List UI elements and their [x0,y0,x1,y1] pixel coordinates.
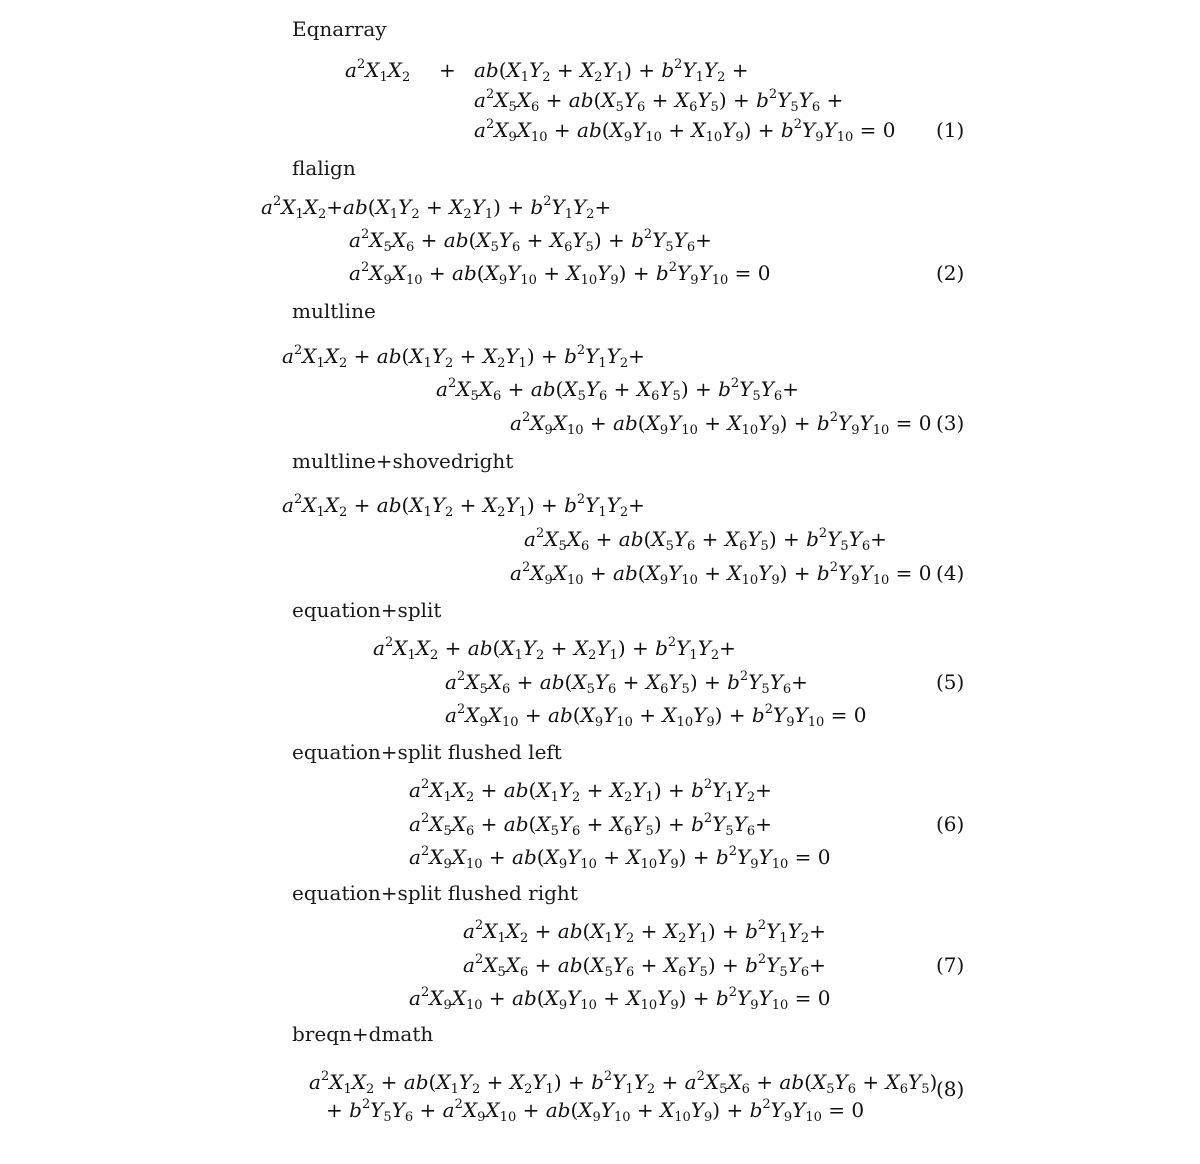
split-left-line-2: $a^2X_5X_6 + ab(X_5Y_6 + X_6Y_5) + b^2Y_5Y_6+$ [409,811,772,839]
section-label-equation-split-left: equation+split flushed left [292,740,562,764]
equation-number-2: (2) [936,261,965,285]
section-label-multline: multline [292,299,376,323]
flalign-line-1: $a^2X_1X_2+ab(X_1Y_2 + X_2Y_1) + b^2Y_1Y_2+$ [261,194,612,222]
split-line-1: $a^2X_1X_2 + ab(X_1Y_2 + X_2Y_1) + b^2Y_1Y_2+$ [373,635,736,663]
equation-number-8: (8) [936,1077,965,1101]
equation-number-3: (3) [936,411,965,435]
shovedright-line-1: $a^2X_1X_2 + ab(X_1Y_2 + X_2Y_1) + b^2Y_1Y_2+$ [282,492,645,520]
equation-number-4: (4) [936,561,965,585]
eqnarray-lhs: $a^2X_1X_2$ [345,57,411,85]
section-label-equation-split: equation+split [292,598,442,622]
equation-number-7: (7) [936,953,965,977]
split-left-line-1: $a^2X_1X_2 + ab(X_1Y_2 + X_2Y_1) + b^2Y_1Y_2+$ [409,777,772,805]
shovedright-line-3: $a^2X_9X_{10} + ab(X_9Y_{10} + X_{10}Y_9) + b^2Y_9Y_{10} = 0$ [510,560,932,588]
equation-number-1: (1) [936,118,965,142]
breqn-line-2: + $b^2Y_5Y_6 + a^2X_9X_{10} + ab(X_9Y_{10} + X_{10}Y_9) + b^2Y_9Y_{10} = 0$ [326,1097,865,1125]
split-line-3: $a^2X_9X_{10} + ab(X_9Y_{10} + X_{10}Y_9) + b^2Y_9Y_{10} = 0$ [445,702,867,730]
section-label-breqn-dmath: breqn+dmath [292,1022,434,1046]
split-right-line-2: $a^2X_5X_6 + ab(X_5Y_6 + X_6Y_5) + b^2Y_5Y_6+$ [463,952,826,980]
flalign-line-3: $a^2X_9X_{10} + ab(X_9Y_{10} + X_{10}Y_9) + b^2Y_9Y_{10} = 0$ [349,260,771,288]
multline-line-2: $a^2X_5X_6 + ab(X_5Y_6 + X_6Y_5) + b^2Y_5Y_6+$ [436,376,799,404]
split-right-line-1: $a^2X_1X_2 + ab(X_1Y_2 + X_2Y_1) + b^2Y_1Y_2+$ [463,918,826,946]
shovedright-line-2: $a^2X_5X_6 + ab(X_5Y_6 + X_6Y_5) + b^2Y_5Y_6+$ [524,526,887,554]
split-right-line-3: $a^2X_9X_{10} + ab(X_9Y_{10} + X_{10}Y_9) + b^2Y_9Y_{10} = 0$ [409,985,831,1013]
section-label-eqnarray: Eqnarray [292,17,387,41]
equation-number-5: (5) [936,670,965,694]
multline-line-3: $a^2X_9X_{10} + ab(X_9Y_{10} + X_{10}Y_9) + b^2Y_9Y_{10} = 0$ [510,410,932,438]
multline-line-1: $a^2X_1X_2 + ab(X_1Y_2 + X_2Y_1) + b^2Y_1Y_2+$ [282,343,645,371]
eqnarray-line-2: $a^2X_5X_6 + ab(X_5Y_6 + X_6Y_5) + b^2Y_5Y_6$ + [474,87,844,115]
section-label-equation-split-right: equation+split flushed right [292,881,578,905]
split-left-line-3: $a^2X_9X_{10} + ab(X_9Y_{10} + X_{10}Y_9) + b^2Y_9Y_{10} = 0$ [409,844,831,872]
section-label-multline-shovedright: multline+shovedright [292,449,514,473]
eqnarray-line-3: $a^2X_9X_{10} + ab(X_9Y_{10} + X_{10}Y_9) + b^2Y_9Y_{10} = 0$ [474,117,896,145]
eqnarray-line-1: $ab(X_1Y_2 + X_2Y_1) + b^2Y_1Y_2$ + [474,57,749,85]
equation-number-6: (6) [936,812,965,836]
eqnarray-relation: + [439,58,456,82]
section-label-flalign: flalign [292,156,356,180]
flalign-line-2: $a^2X_5X_6 + ab(X_5Y_6 + X_6Y_5) + b^2Y_5Y_6+$ [349,227,712,255]
breqn-line-1: $a^2X_1X_2 + ab(X_1Y_2 + X_2Y_1) + b^2Y_1Y_2 + a^2X_5X_6 + ab(X_5Y_6 + X_6Y_5)$ [309,1069,938,1097]
split-line-2: $a^2X_5X_6 + ab(X_5Y_6 + X_6Y_5) + b^2Y_5Y_6+$ [445,669,808,697]
